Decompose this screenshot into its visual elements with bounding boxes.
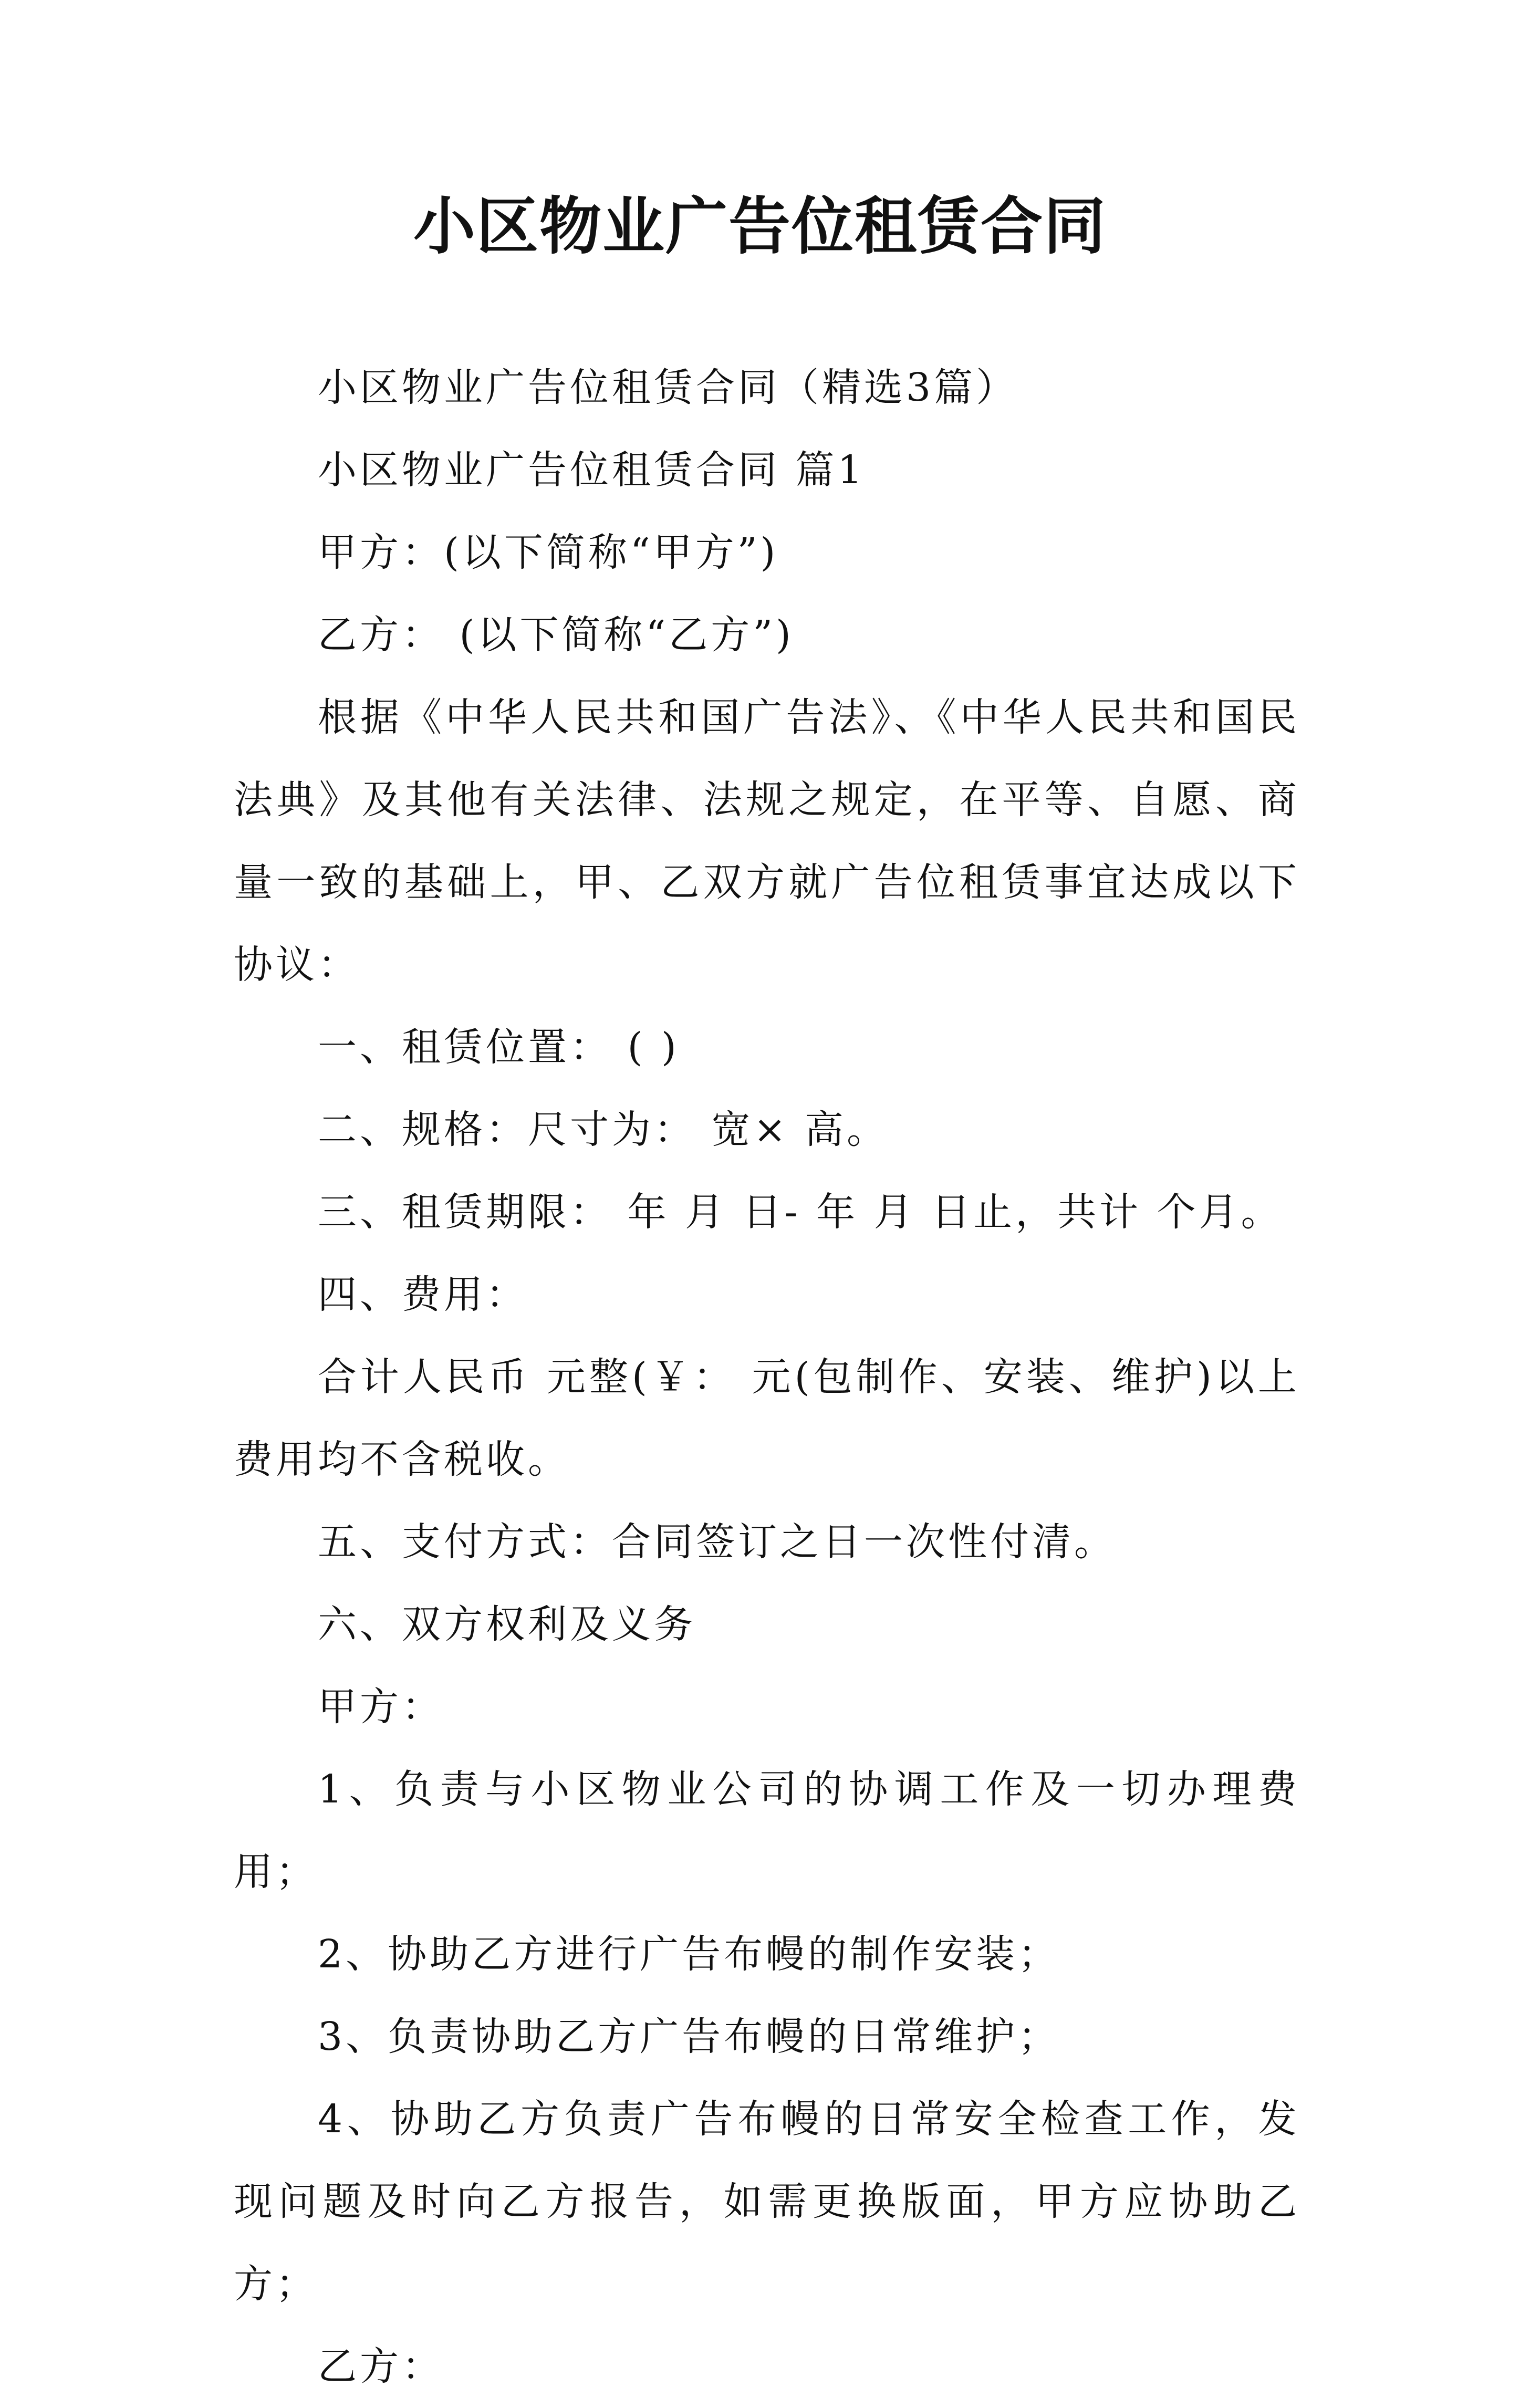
paragraph-clause-size: 二、规格：尺寸为： 宽× 高。 [318, 1107, 889, 1152]
paragraph-clause-location: 一、租赁位置： ( ) [318, 1025, 680, 1070]
paragraph-clause-rights: 六、双方权利及义务 [318, 1602, 696, 1647]
paragraph-party-a-item-3: 3、负责协助乙方广告布幔的日常维护； [318, 2014, 1060, 2059]
paragraph-chapter-heading: 小区物业广告位租赁合同 篇1 [318, 447, 866, 493]
document-body [234, 347, 1300, 2408]
paragraph-party-a-item-2: 2、协助乙方进行广告布幔的制作安装； [318, 1932, 1060, 1977]
paragraph-clause-fees: 四、费用： [318, 1272, 528, 1317]
paragraph-party-a-heading: 甲方： [318, 1684, 444, 1729]
paragraph-party-a-item-1: 1、负责与小区物业公司的协调工作及一切办理费用； [234, 1767, 1300, 1894]
paragraph-legal-basis: 根据《中华人民共和国广告法》、《中华人民共和国民法典》及其他有关法律、法规之规定，在平等、自愿、商量一致的基础上，甲、乙双方就广告位租赁事宜达成以下协议： [234, 695, 1300, 987]
paragraph-party-a: 甲方：(以下简称“甲方”) [318, 530, 779, 575]
paragraph-subtitle: 小区物业广告位租赁合同（精选3篇） [318, 365, 1018, 410]
paragraph-clause-term: 三、租赁期限： 年 月 日- 年 月 日止，共计 个月。 [318, 1190, 1283, 1235]
paragraph-party-a-item-4: 4、协助乙方负责广告布幔的日常安全检查工作，发现问题及时向乙方报告，如需更换版面，甲方应协助乙方； [234, 2097, 1300, 2307]
paragraph-party-b: 乙方： (以下简称“乙方”) [318, 612, 794, 658]
document-title: 小区物业广告位租赁合同 [413, 190, 1107, 263]
paragraph-clause-payment: 五、支付方式：合同签订之日一次性付清。 [318, 1519, 1116, 1565]
paragraph-party-b-heading: 乙方： [318, 2344, 444, 2389]
paragraph-fee-amount: 合计人民币 元整(￥： 元(包制作、安装、维护)以上费用均不含税收。 [234, 1354, 1300, 1482]
